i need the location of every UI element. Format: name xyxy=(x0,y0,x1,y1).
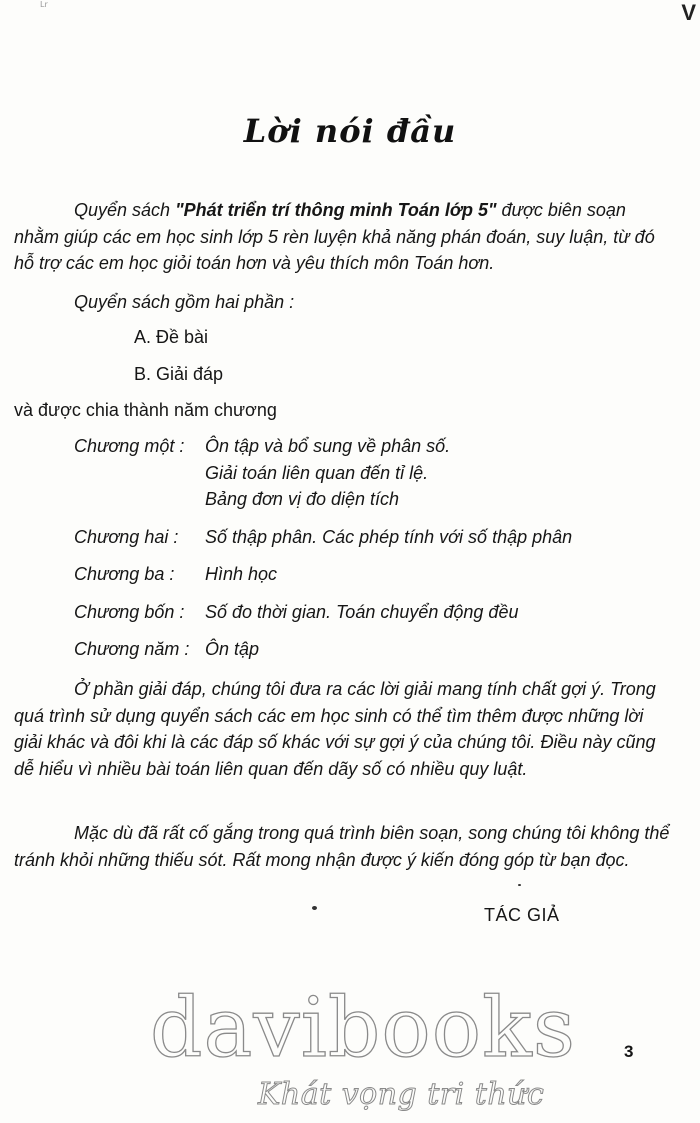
chapter-topic: Số đo thời gian. Toán chuyển động đều xyxy=(205,601,519,622)
chapter-content xyxy=(205,636,259,663)
page-title: Lời nói đầu xyxy=(243,112,457,150)
intro-paragraph xyxy=(14,197,674,277)
chapter-row xyxy=(74,599,572,626)
chapter-topic: Bảng đơn vị đo diện tích xyxy=(205,489,400,509)
chapter-topic: Giải toán liên quan đến tỉ lệ. xyxy=(205,462,429,483)
intro-prefix: Quyển sách xyxy=(74,200,176,220)
page-number: 3 xyxy=(624,1042,634,1061)
chapter-label: Chương một : xyxy=(74,436,185,456)
scan-speck xyxy=(312,906,317,910)
chapter-content xyxy=(205,561,277,588)
chapter-topic: Ôn tập và bổ sung về phân số. xyxy=(205,436,451,456)
chapter-row xyxy=(74,433,572,513)
scan-speck xyxy=(518,884,521,886)
chapter-label: Chương năm : xyxy=(74,639,190,659)
chapter-content xyxy=(205,599,518,626)
chapter-label: Chương hai : xyxy=(74,526,179,547)
chapter-row xyxy=(74,561,572,588)
chapter-topic: Ôn tập xyxy=(205,639,260,659)
author-signature: TÁC GIẢ xyxy=(484,905,560,925)
chapter-label: Chương ba : xyxy=(74,564,175,584)
intro-suffix: được biên soạn nhằm giúp các em học sinh lớp 5 rèn luyện khả năng phán đoán, suy luận, từ đó hỗ trợ các em học giỏi toán hơn và yêu thích môn Toán hơn. xyxy=(14,200,655,273)
chapter-topic: Số thập phân. Các phép tính với số thập phân xyxy=(205,526,573,547)
watermark-brand: davibooks xyxy=(150,981,576,1076)
chapters-list xyxy=(74,433,572,674)
closing-paragraph: Mặc dù đã rất cố gắng trong quá trình biên soạn, song chúng tôi không thể tránh khỏi những thiếu sót. Rất mong nhận được ý kiến đóng góp từ bạn đọc. xyxy=(14,823,670,870)
chapter-label: Chương bốn : xyxy=(74,601,185,622)
parts-list xyxy=(134,324,223,398)
watermark-tagline: Khát vọng tri thức xyxy=(258,1077,545,1112)
part-item: A. Đề bài xyxy=(134,327,209,347)
book-title: "Phát triển trí thông minh Toán lớp 5" xyxy=(175,200,497,220)
chapter-row xyxy=(74,636,572,663)
parts-intro: Quyển sách gồm hai phần : xyxy=(74,292,295,312)
chapters-intro: và được chia thành năm chương xyxy=(14,400,277,420)
corner-mark: Lr xyxy=(40,0,48,9)
chapter-content xyxy=(205,524,572,551)
part-item: B. Giải đáp xyxy=(134,364,224,384)
chapter-content xyxy=(205,433,450,513)
corner-letter: V xyxy=(681,0,696,25)
answers-paragraph: Ở phần giải đáp, chúng tôi đưa ra các lời giải mang tính chất gợi ý. Trong quá trình sử dụng quyển sách các em học sinh có thể tìm thêm được những lời giải khác và đôi khi là các đáp số khác với sự gợi ý của chúng tôi. Điều này cũng dễ hiểu vì nhiều bài toán liên quan đến dãy số có nhiều quy luật. xyxy=(14,679,656,779)
chapter-row xyxy=(74,524,572,551)
chapter-topic: Hình học xyxy=(205,564,278,584)
